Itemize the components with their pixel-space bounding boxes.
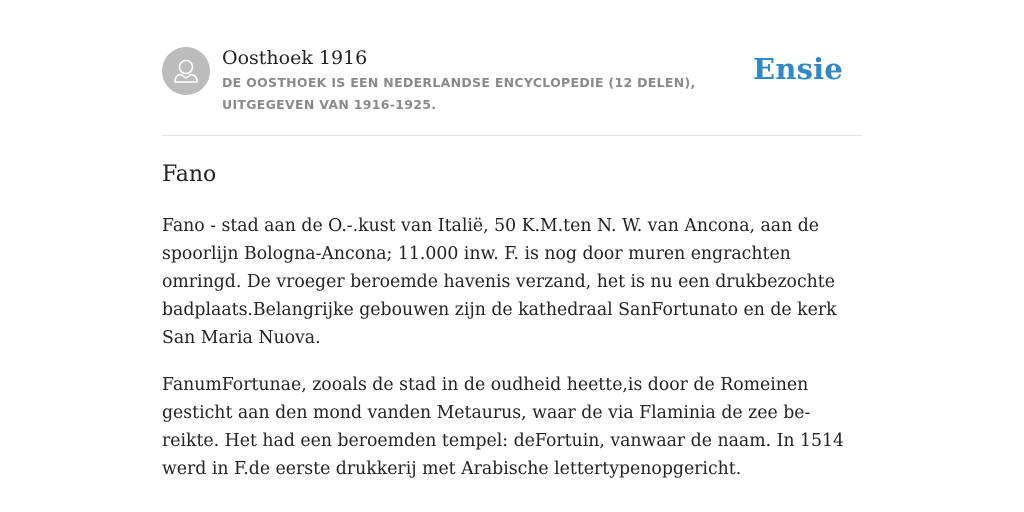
source-description: DE OOSTHOEK IS EEN NEDERLANDSE ENCYCLOPEDIE (12 DELEN), UITGEGEVEN VAN 1916-1925. [222,75,696,112]
brand-logo[interactable]: Ensie [753,52,843,86]
article-title: Fano [162,162,217,187]
header-divider [162,135,862,136]
user-avatar-icon[interactable] [162,47,210,95]
article-paragraph: FanumFortunae, zooals de stad in de oudheid heette,is door de Romeinen gesticht aan den mond vanden Metaurus, waar de via Flaminia de zee be-reikte. Het had een beroemden tempel: deFortuin, vanwaar de naam. In 1514 werd in F.de eerste drukkerij met Arabische lettertypenopgericht. [162,375,845,479]
source-title[interactable]: Oosthoek 1916 [222,47,368,69]
user-silhouette-icon [162,47,210,95]
source-header [162,46,862,116]
article-paragraph: Fano - stad aan de O.-.kust van Italië, 50 K.M.ten N. W. van Ancona, aan de spoorlijn Bologna-Ancona; 11.000 inw. F. is nog door muren engrachten omringd. De vroeger beroemde havenis verzand, het is nu een drukbezochte badplaats.Belangrijke gebouwen zijn de kathedraal SanFortunato en de kerk San Maria Nuova. [162,216,837,348]
page [162,0,862,512]
article-body [162,212,862,502]
